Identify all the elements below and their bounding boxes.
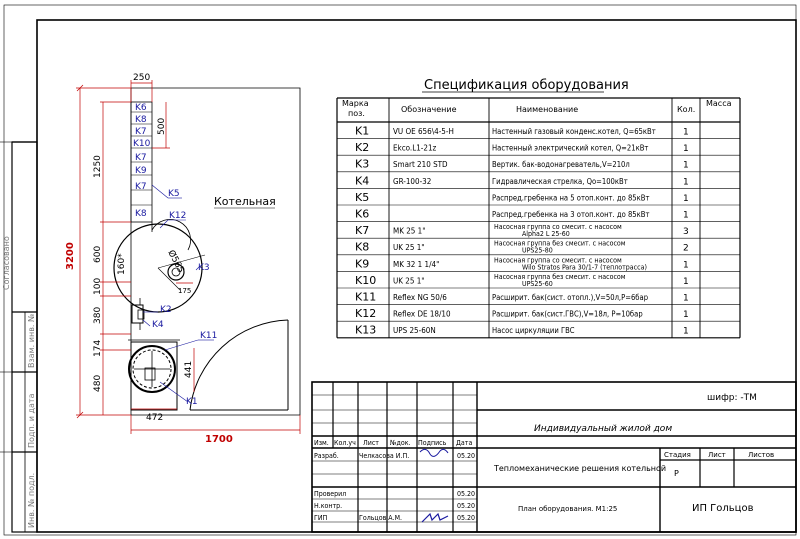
callout-k12: K12: [169, 211, 187, 221]
spec-name: Насосная группа без смесит. с насосом: [494, 239, 626, 248]
spec-header-name: Наименование: [516, 105, 579, 114]
tb-section: Тепломеханические решения котельной: [494, 464, 667, 473]
spec-row: [355, 324, 689, 337]
spec-name: Распред.гребенка на 3 отоп.конт. до 85кВт: [492, 210, 650, 219]
tb-sheet-title: План оборудования. М1:25: [518, 505, 618, 513]
spec-designation: GR-100-32: [393, 176, 432, 186]
spec-mark: K3: [355, 157, 370, 171]
tb-h-kol: Кол.уч: [334, 439, 356, 447]
spec-qty: 1: [683, 193, 689, 204]
spec-designation: Reflex NG 50/6: [393, 293, 447, 302]
spec-qty: 1: [683, 160, 689, 171]
tb-gip-date: 05.20: [457, 514, 476, 522]
spec-name: Гидравлическая стрелка, Qo=100кВт: [492, 176, 628, 186]
stack-label-5: K9: [135, 166, 147, 176]
stack-label-7: K8: [135, 209, 147, 219]
spec-qty: 1: [683, 326, 689, 337]
tb-norm-date: 05.20: [457, 502, 476, 510]
tb-dev-signature: [420, 449, 448, 456]
dim-diameter: Ø565: [165, 248, 186, 275]
spec-designation: UK 25 1": [393, 243, 425, 253]
dim-380: 380: [93, 306, 103, 324]
spec-name-sub: Wilo Stratos Para 30/1-7 (теплотрасса): [522, 263, 647, 272]
side-stamp: [0, 142, 37, 532]
spec-designation: Smart 210 STD: [393, 160, 448, 170]
spec-name-sub: UPS25-60: [522, 279, 553, 288]
spec-name: Насосная группа со смесит. с насосом: [494, 256, 622, 265]
callout-k1: K1: [186, 397, 198, 407]
spec-name: Настенный газовый конденс.котел, Q=65кВт: [492, 127, 656, 136]
spec-qty: 1: [683, 210, 689, 221]
spec-name: Распред.гребенка на 5 отоп.конт. до 85кВт: [492, 193, 650, 203]
callout-k2: K2: [160, 305, 172, 315]
spec-name-sub: UPS25-80: [522, 246, 553, 255]
callout-k11: K11: [200, 331, 218, 341]
dim-472: 472: [146, 413, 164, 423]
spec-mark: K1: [355, 124, 370, 138]
tb-sheets-header: Листов: [748, 451, 775, 459]
dim-175: 175: [178, 287, 192, 295]
spec-mark: K10: [355, 273, 377, 287]
spec-mark: K4: [355, 174, 370, 188]
spec-row: [355, 240, 689, 255]
spec-designation: Reflex DE 18/10: [393, 309, 451, 319]
spec-table: [337, 98, 740, 338]
spec-qty: 1: [683, 260, 689, 271]
tb-dev-role: Разраб.: [314, 452, 339, 460]
tb-gip-role: ГИП: [314, 514, 328, 522]
callout-k4: K4: [152, 320, 164, 330]
stack-label-6: K7: [135, 182, 147, 192]
spec-mark: K6: [355, 207, 370, 221]
title-block-text: [314, 393, 774, 522]
spec-row: [355, 174, 689, 187]
manifold-labels: [133, 103, 151, 219]
dim-600: 600: [93, 245, 103, 263]
spec-mark: K12: [355, 307, 377, 321]
dim-1250: 1250: [93, 155, 103, 178]
dim-top-width: 250: [133, 73, 151, 83]
tb-stage-header: Стадия: [664, 451, 691, 459]
stack-label-1: K8: [135, 115, 147, 125]
stack-label-3: K10: [133, 139, 151, 149]
dim-overall-width: 1700: [205, 434, 233, 445]
spec-qty: 3: [683, 227, 689, 238]
tb-sheet-header: Лист: [708, 451, 726, 459]
dimensions: [76, 80, 300, 434]
tb-h-doc: №док.: [390, 439, 411, 447]
spec-name: Вертик. бак-водонагреватель,V=210л: [492, 160, 630, 170]
side-stamp-agreed: Согласовано: [2, 236, 11, 290]
spec-row: [355, 291, 689, 304]
tb-chk-date: 05.20: [457, 490, 476, 498]
spec-title: Спецификация оборудования: [424, 78, 629, 93]
spec-row: [355, 273, 689, 288]
spec-designation: MK 25 1": [393, 226, 426, 236]
tb-project: Индивидуальный жилой дом: [534, 424, 673, 434]
spec-qty: 1: [683, 177, 689, 188]
tb-company: ИП Гольцов: [692, 503, 754, 514]
spec-name: Насосная группа со смесит. с насосом: [494, 223, 622, 232]
stack-label-2: K7: [135, 127, 147, 137]
spec-row: [355, 256, 689, 271]
stack-label-0: K6: [135, 103, 147, 113]
spec-header-qty: Кол.: [677, 105, 696, 114]
spec-qty: 1: [683, 293, 689, 304]
spec-row: [355, 125, 689, 138]
spec-row: [355, 158, 689, 171]
spec-mark: K11: [355, 290, 377, 304]
dim-500: 500: [157, 117, 167, 135]
dim-overall-height: 3200: [65, 242, 76, 270]
tb-cipher: шифр: -ТМ: [707, 393, 757, 403]
spec-mark: K8: [355, 240, 370, 254]
spec-qty: 1: [683, 144, 689, 155]
spec-qty: 1: [683, 276, 689, 287]
tb-h-date: Дата: [456, 439, 473, 447]
tb-norm-role: Н.контр.: [314, 502, 343, 510]
equipment-callouts: [143, 185, 217, 407]
spec-mark: K5: [355, 190, 370, 204]
callout-k3: K3: [198, 263, 210, 273]
spec-name: Настенный электрический котел, Q=21кВт: [492, 143, 649, 153]
spec-mark: K2: [355, 141, 370, 155]
spec-row: [355, 307, 689, 320]
dim-480: 480: [93, 374, 103, 392]
spec-mark: K7: [355, 224, 370, 238]
spec-name: Расширит. бак(сист.ГВС),V=18л, P=10бар: [492, 309, 643, 319]
tb-stage: Р: [674, 469, 679, 478]
dim-174: 174: [93, 339, 103, 357]
tb-h-sign: Подпись: [418, 439, 447, 447]
side-stamp-inv-orig: Инв. № подл.: [27, 472, 36, 528]
spec-header-mark-2: поз.: [348, 109, 365, 118]
tb-h-list: Лист: [363, 439, 379, 447]
spec-qty: 2: [683, 243, 689, 254]
spec-row: [355, 223, 689, 238]
tb-gip-person: Гольцов А.М.: [359, 514, 403, 522]
spec-header-designation: Обозначение: [401, 105, 457, 114]
room-label: Котельная: [214, 195, 276, 208]
spec-name-sub: Alpha2 L 25-60: [522, 230, 570, 239]
spec-header-mass: Масса: [706, 99, 732, 108]
side-stamp-inv-no: Взам. инв. №: [27, 313, 36, 368]
spec-designation: Ekco.L1-21z: [393, 143, 437, 153]
spec-mark: K9: [355, 257, 370, 271]
floor-plan: [114, 88, 300, 415]
side-stamp-sign-date: Подп. и дата: [27, 393, 36, 448]
tb-chk-role: Проверил: [314, 490, 347, 498]
spec-designation: UK 25 1": [393, 276, 425, 286]
tb-gip-signature: [422, 514, 448, 522]
spec-row: [355, 208, 689, 221]
dim-angle: 160*: [117, 253, 127, 275]
spec-name: Расширит. бак(сист. отопл.),V=50л,P=6бар: [492, 293, 649, 302]
stack-label-4: K7: [135, 153, 147, 163]
callout-k5: K5: [168, 189, 180, 199]
dimension-labels: [65, 73, 233, 445]
spec-designation: VU OE 656\4-5-H: [393, 127, 454, 136]
spec-mark: K13: [355, 323, 377, 337]
spec-qty: 1: [683, 310, 689, 321]
spec-qty: 1: [683, 127, 689, 138]
spec-row: [355, 141, 689, 154]
spec-designation: UPS 25-60N: [393, 326, 436, 336]
tb-dev-date: 05.20: [457, 452, 476, 460]
tb-h-izm: Изм.: [314, 439, 329, 447]
spec-designation: MK 32 1 1/4": [393, 259, 440, 269]
dim-100: 100: [93, 277, 103, 295]
spec-name: Насос циркуляции ГВС: [492, 326, 575, 336]
spec-name: Насосная группа без смесит. с насосом: [494, 272, 626, 281]
spec-header-mark-1: Марка: [342, 99, 369, 108]
dim-441: 441: [184, 360, 194, 378]
spec-row: [355, 191, 689, 204]
tb-dev-person: Челкасова И.П.: [359, 452, 410, 460]
